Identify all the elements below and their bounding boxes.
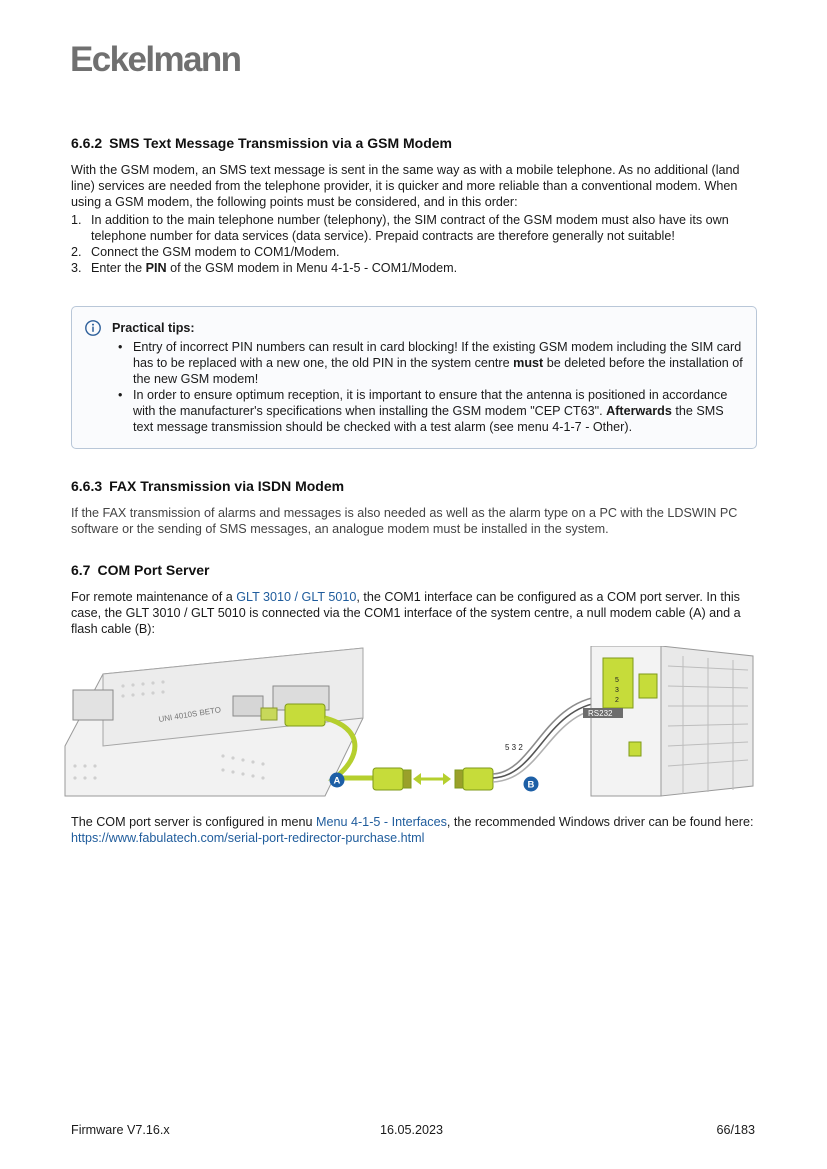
section-number: 6.6.3 (71, 478, 103, 494)
badge-b (524, 777, 539, 792)
list-item (71, 260, 757, 276)
tip-bold: Afterwards (606, 404, 672, 418)
glt-device (583, 646, 753, 796)
section-title: SMS Text Message Transmission via a GSM Modem (109, 135, 452, 151)
tip-text-post: the SMS text message transmission should be checked with a test alarm (see menu 4-1-7 - Other). (133, 404, 724, 434)
section-title: FAX Transmission via ISDN Modem (109, 478, 345, 494)
tip-text-post: be deleted before the installation of the new GSM modem! (133, 356, 743, 386)
sms-steps-list (71, 212, 757, 276)
com-port-config-paragraph (71, 814, 757, 830)
list-item (71, 244, 757, 260)
terminal-3: 3 (615, 687, 619, 694)
pin-labels: 5 3 2 (505, 743, 523, 752)
page-content (71, 128, 757, 846)
device-label: UNI 4010S BETO (157, 705, 222, 724)
paragraph-text-post: , the recommended Windows driver can be found here: (446, 815, 754, 829)
paragraph-text-pre: The COM port server is configured in menu (71, 815, 316, 829)
interfaces-menu-link[interactable]: Menu 4-1-5 - Interfaces (315, 815, 447, 829)
paragraph-text-post: , the COM1 interface can be configured as a COM port server. In this case, the GLT 3010 / GLT 5010 is connected via the COM1 interface of the system centre, a null modem cable (A) and a flash cable (B): (71, 590, 741, 636)
glt-link[interactable]: GLT 3010 / GLT 5010 (236, 590, 357, 604)
bullet: • (118, 340, 123, 354)
driver-url-link[interactable]: https://www.fabulatech.com/serial-port-redirector-purchase.html (71, 831, 425, 845)
tips-title: Practical tips: (112, 321, 195, 335)
list-item (118, 387, 744, 435)
section-heading-sms (71, 134, 757, 152)
terminal-5: 5 (615, 677, 619, 684)
list-item (118, 339, 744, 387)
page-footer (71, 1122, 757, 1138)
badge-a-label: A (333, 775, 341, 787)
sms-intro-paragraph: With the GSM modem, an SMS text message is sent in the same way as with a mobile telephone. As no additional (land line) services are needed from the telephone provider, it is quicker and more reliable than a conventional modem. When using a GSM modem, the following points must be considered, and in this order: (71, 163, 740, 209)
tip-text-pre: Entry of incorrect PIN numbers can result in card blocking! If the existing GSM modem including the SIM card has to be replaced with a new one, the old PIN in the system centre (133, 340, 742, 370)
fax-paragraph: If the FAX transmission of alarms and messages is also needed as well as the alarm type on a PC with the LDSWIN PC software or the sending of SMS messages, an analogue modem must be installed in the system. (71, 506, 738, 536)
section-number: 6.6.2 (71, 135, 103, 151)
info-icon (84, 319, 102, 337)
section-title: COM Port Server (97, 562, 210, 578)
badge-b-label: B (527, 779, 535, 791)
practical-tips-box (71, 306, 757, 449)
connection-diagram (63, 646, 763, 802)
footer-date: 16.05.2023 (380, 1123, 444, 1137)
list-item-text-pre: Enter the (91, 261, 146, 275)
footer-firmware: Firmware V7.16.x (71, 1123, 170, 1137)
com-port-paragraph (71, 589, 757, 637)
list-item-text: Connect the GSM modem to COM1/Modem. (91, 245, 340, 259)
tips-list (118, 339, 744, 435)
driver-url-paragraph (71, 830, 757, 846)
tip-bold: must (513, 356, 544, 370)
section-heading-com-port (71, 561, 757, 579)
list-item-number: 3. (71, 261, 82, 275)
terminal-2: 2 (615, 697, 619, 704)
list-item-number: 1. (71, 213, 82, 227)
list-item-number: 2. (71, 245, 82, 259)
flash-cable (455, 696, 603, 790)
list-item (71, 212, 757, 244)
connection-arrow (413, 773, 451, 785)
badge-a (330, 773, 345, 788)
paragraph-text-pre: For remote maintenance of a (71, 590, 237, 604)
list-item-text: In addition to the main telephone number (telephony), the SIM contract of the GSM modem must also have its own telephone number for data services (data service). Prepaid contracts are therefore generally not suitable! (91, 213, 729, 243)
footer-page-number: 66/183 (716, 1123, 755, 1137)
bullet: • (118, 388, 123, 402)
section-number: 6.7 (71, 562, 91, 578)
company-logo: Eckelmann (70, 40, 241, 79)
section-heading-fax (71, 477, 757, 495)
rs232-label: RS232 (588, 709, 613, 718)
tips-header (84, 319, 744, 337)
tip-text-pre: In order to ensure optimum reception, it is important to ensure that the antenna is positioned in accordance with the manufacturer's specifications when installing the GSM modem "CEP CT63". (133, 388, 728, 418)
list-item-bold: PIN (145, 261, 167, 275)
list-item-text-post: of the GSM modem in Menu 4-1-5 - COM1/Modem. (166, 261, 458, 275)
